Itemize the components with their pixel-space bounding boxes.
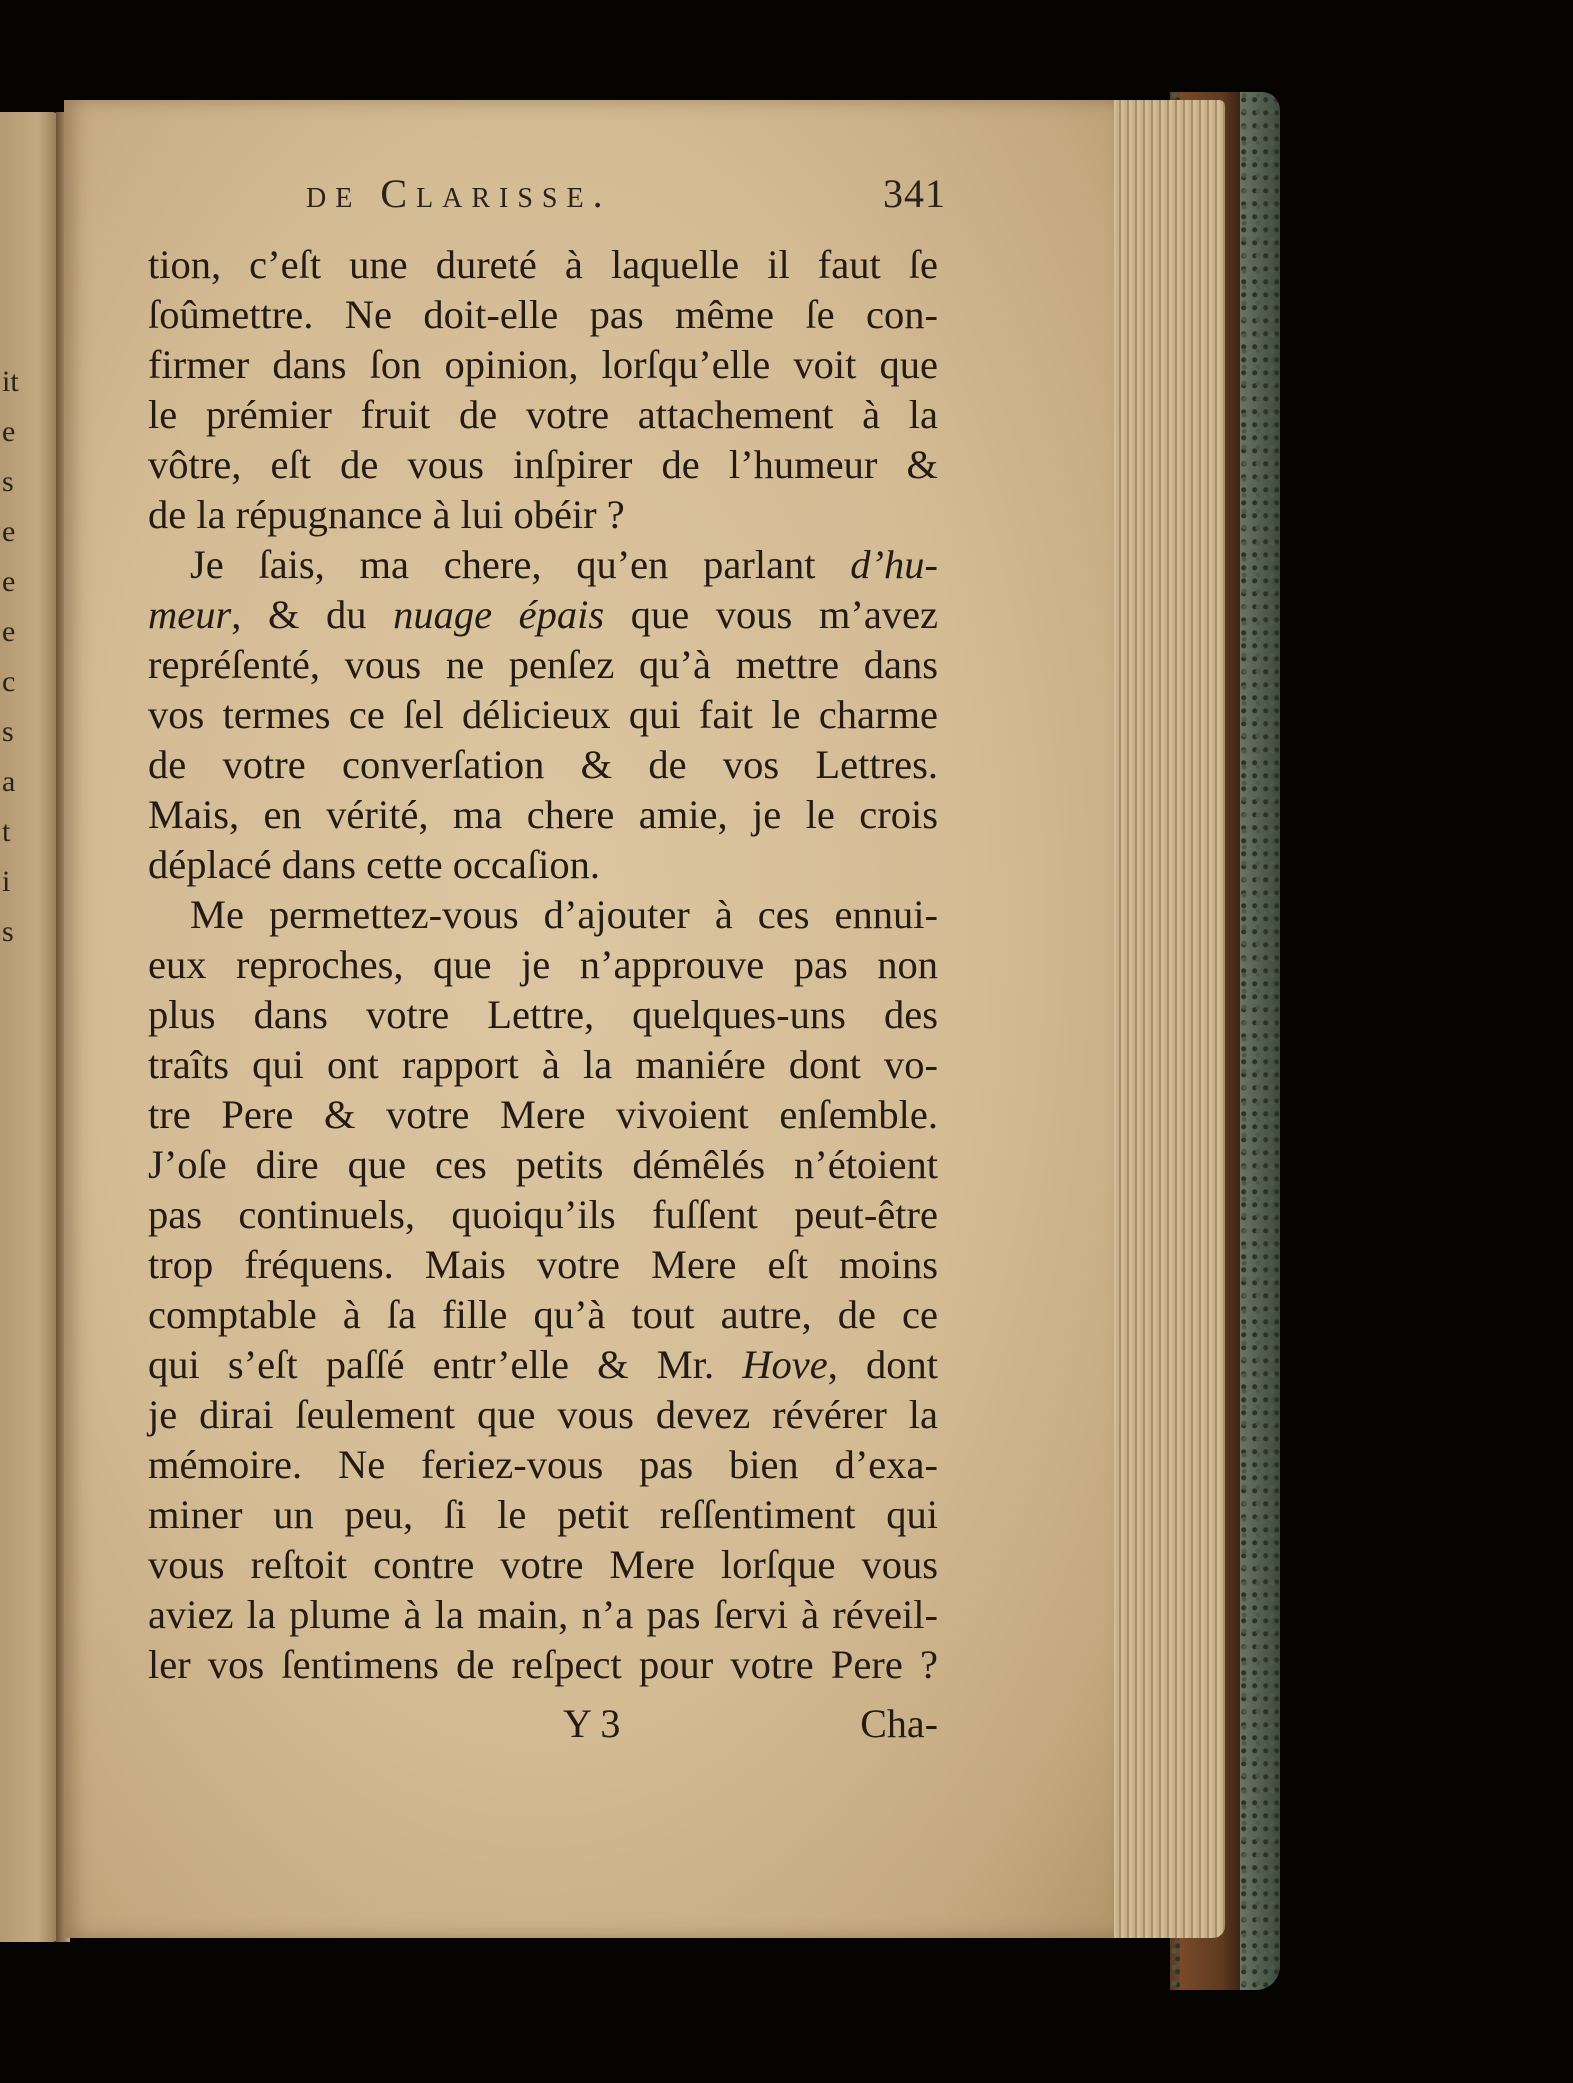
text-segment: vôtre, eſt de vous inſpirer de l’humeur & [148,442,938,487]
text-segment: tre Pere & votre Mere vivoient enſemble. [148,1092,938,1137]
text-line [148,1590,938,1640]
text-segment: miner un peu, ſi le petit reſſentiment qui [148,1492,938,1537]
page-block-edge [1100,100,1225,1938]
text-segment: tion, c’eſt une dureté à laquelle il faut ſe [148,242,938,287]
text-segment: repréſenté, vous ne penſez qu’à mettre dans [148,642,938,687]
text-segment: vous reſtoit contre votre Mere lorſque vous [148,1542,938,1587]
previous-page-letters [2,357,32,957]
text-line [148,990,938,1040]
text-segment: de votre converſation & de vos Lettres. [148,742,938,787]
text-line [148,540,938,590]
previous-page-letter: e [2,615,16,648]
text-line [148,1390,938,1440]
page-number: 341 [883,171,946,216]
text-segment: traîts qui ont rapport à la maniére dont vo- [148,1042,938,1087]
previous-page-letter: a [2,765,16,798]
previous-page-letter: it [2,365,19,398]
text-segment: ler vos ſentimens de reſpect pour votre Pere ? [148,1642,938,1687]
text-segment: Mais, en vérité, ma chere amie, je le crois [148,792,938,837]
text-line [148,1440,938,1490]
previous-page-letter: c [2,665,16,698]
text-segment: déplacé dans cette occaſion. [148,842,601,887]
text-line [148,840,938,890]
text-segment: Me permettez-vous d’ajouter à ces ennui- [190,892,938,937]
previous-page-letter: s [2,465,14,498]
italic-text: Hove [742,1342,828,1387]
text-segment: je dirai ſeulement que vous devez révérer la [148,1392,938,1437]
text-segment: pas continuels, quoiqu’ils fuſſent peut-être [148,1192,938,1237]
text-segment: aviez la plume à la main, n’a pas ſervi à réveil- [148,1592,938,1637]
text-line [148,1090,938,1140]
text-line [148,940,938,990]
text-segment: ſoûmettre. Ne doit-elle pas même ſe con- [148,292,938,337]
text-segment: qui s’eſt paſſé entr’elle & Mr. [148,1342,743,1387]
text-line [148,590,938,640]
previous-page-letter: e [2,565,16,598]
text-segment: comptable à ſa fille qu’à tout autre, de ce [148,1292,938,1337]
text-line [148,1140,938,1190]
text-line [148,690,938,740]
text-segment: vos termes ce ſel délicieux qui fait le charme [148,692,938,737]
text-line [148,1240,938,1290]
text-line [148,1640,938,1690]
text-line [148,390,938,440]
previous-page-letter: e [2,515,16,548]
text-line [148,490,938,540]
text-segment: , dont [827,1342,938,1387]
previous-page-letter: s [2,715,14,748]
page-footer [148,1700,938,1760]
text-segment: J’oſe dire que ces petits démêlés n’étoient [148,1142,938,1187]
text-line [148,1290,938,1340]
text-line [148,790,938,840]
text-segment: de la répugnance à lui obéir ? [148,492,625,537]
previous-page-letter: s [2,915,14,948]
text-line [148,740,938,790]
text-line [148,290,938,340]
text-segment: trop fréquens. Mais votre Mere eſt moins [148,1242,938,1287]
text-line [148,440,938,490]
running-head [306,170,946,230]
previous-page-letter: e [2,415,16,448]
text-line [148,1490,938,1540]
text-segment: plus dans votre Lettre, quelques-uns des [148,992,938,1037]
text-line [148,890,938,940]
previous-page-edge [0,112,62,1942]
italic-text: d’hu- [850,542,938,587]
text-segment: , & du [231,592,394,637]
previous-page-letter: t [2,815,11,848]
text-line [148,1190,938,1240]
text-line [148,1540,938,1590]
catchword: Cha- [860,1701,938,1746]
text-segment: Je ſais, ma chere, qu’en parlant [190,542,851,587]
text-segment: firmer dans ſon opinion, lorſqu’elle voit que [148,342,938,387]
body-text [148,240,938,1690]
text-line [148,1340,938,1390]
running-head-title: de Clarisse. [306,171,612,216]
italic-text: meur [148,592,232,637]
previous-page-letter: i [2,865,11,898]
text-segment: le prémier fruit de votre attachement à la [148,392,938,437]
text-line [148,640,938,690]
text-line [148,340,938,390]
text-segment: eux reproches, que je n’approuve pas non [148,942,938,987]
text-line [148,1040,938,1090]
text-segment: que vous m’avez [604,592,939,637]
text-line [148,240,938,290]
italic-text: nuage épais [393,592,605,637]
text-segment: mémoire. Ne feriez-vous pas bien d’exa- [148,1442,938,1487]
signature-mark: Y 3 [563,1701,621,1746]
